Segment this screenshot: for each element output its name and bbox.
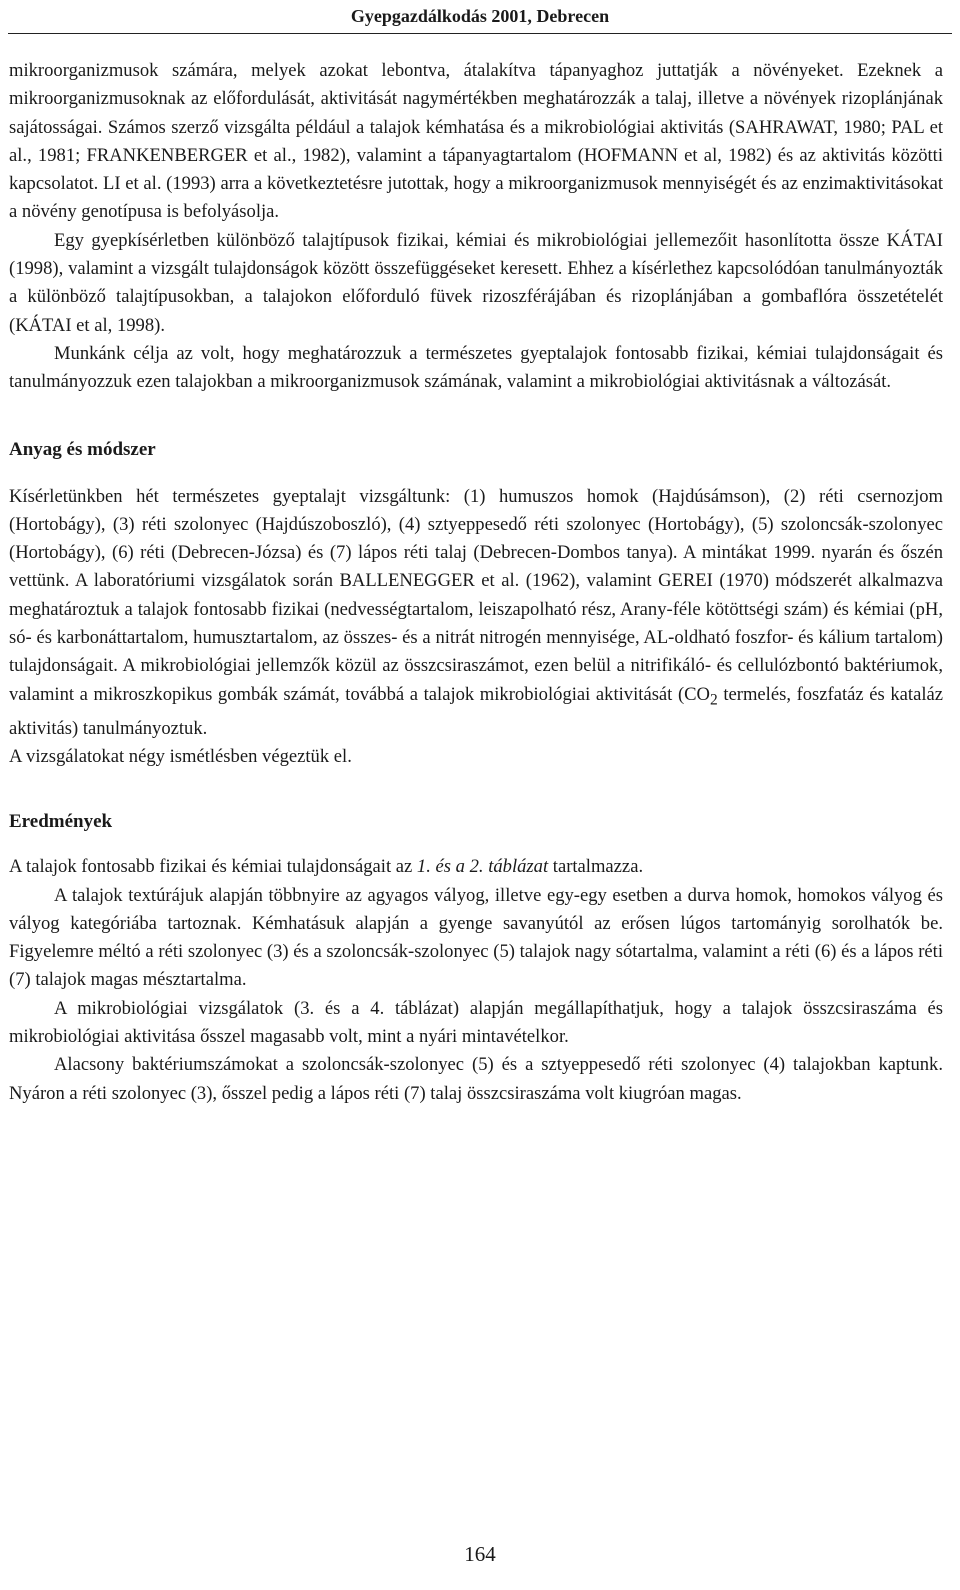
methods-text: Kísérletünkben hét természetes gyeptalajt vizsgáltunk: (1) humuszos homok (Hajdúsámson), (2) réti csernozjom (Hortobágy), (3) réti szolonyec (Hajdúszoboszló), (4) sztyeppesedő réti szolonyec (Hortobágy), (5) szoloncsák-szolonyec (Hortobágy), (6) réti (Debrecen-Józsa) és (7) lápos réti talaj (Debrecen-Dombos tanya). A mintákat 1999. nyarán és őszén vettünk. A laboratóriumi vizsgálatok során BALLENEGGER et al. (1962), valamint GEREI (1970) módszerét alkalmazva meghatároztuk a talajok fontosabb fizikai (nedvességtartalom, leiszapolható rész, Arany-féle kötöttségi szám) és kémiai (pH, só- és karbonáttartalom, humusztartalom, az összes- és a nitrát nitrogén mennyisége, AL-oldható foszfor- és kálium tartalom) tulajdonságait. A mikrobiológiai jellemzők közül az összcsiraszámot, ezen belül a nitrifikáló- és cellulózbontó baktériumok, valamint a mikroszkopikus gombák számát, továbbá a talajok mikrobiológiai aktivitását (CO: [9, 485, 943, 705]
results-text-end: tartalmazza.: [548, 856, 644, 878]
intro-paragraph-1: mikroorganizmusok számára, melyek azokat lebontva, átalakítva tápanyaghoz juttatják a növényeket. Ezeknek a mikroorganizmusoknak az előfordulását, aktivitását nagymértékben meghatározzák a talaj, illetve a növények rizoplánjának sajátosságai. Számos szerző vizsgálta például a talajok kémhatása és a mikrobiológiai aktivitás (SAHRAWAT, 1980; PAL et al., 1981; FRANKENBERGER et al., 1982), valamint a tápanyagtartalom (HOFMANN et al, 1982) és az aktivitás közötti kapcsolatot. LI et al. (1993) arra a következtetésre jutottak, hogy a mikroorganizmusok mennyiségét és az enzimaktivitásokat a növény genotípusa is befolyásolja.: [9, 60, 943, 223]
results-paragraph-1: [9, 853, 943, 881]
methods-text-tail: termelés, foszfatáz és kataláz aktivitás) tanulmányoztuk.: [9, 683, 943, 739]
running-head: Gyepgazdálkodás 2001, Debrecen: [350, 6, 610, 26]
methods-paragraph-2: A vizsgálatokat négy ismétlésben végeztük el.: [9, 745, 352, 767]
section-heading-results: Eredmények: [9, 811, 113, 833]
page-number: 164: [464, 1542, 496, 1566]
results-paragraph-3: A mikrobiológiai vizsgálatok (3. és a 4. táblázat) alapján megállapíthatjuk, hogy a talajok összcsiraszáma és mikrobiológiai aktivitása ősszel magasabb volt, mint a nyári mintavételkor.: [9, 997, 943, 1048]
results-text-start: A talajok fontosabb fizikai és kémiai tulajdonságait az: [9, 856, 417, 878]
header-rule: [8, 33, 952, 34]
results-paragraph-4: Alacsony baktériumszámokat a szoloncsák-szolonyec (5) és a sztyeppesedő réti szolonyec (4) talajokban kaptunk. Nyáron a réti szolonyec (3), ősszel pedig a lápos réti (7) talaj összcsiraszáma volt kiugróan magas.: [9, 1054, 943, 1104]
intro-paragraph-2: Egy gyepkísérletben különböző talajtípusok fizikai, kémiai és mikrobiológiai jellemezőit hasonlította össze KÁTAI (1998), valamint a vizsgált tulajdonságok között összefüggéseket keresett. Ehhez a kísérlethez kapcsolódóan tanulmányozták a különböző talajtípusokban, a talajokon előforduló füvek rizoszférájában és rizoplánjában a gombaflóra összetételét (KÁTAI et al, 1998).: [9, 229, 943, 336]
intro-paragraph-3: Munkánk célja az volt, hogy meghatározzuk a természetes gyeptalajok fontosabb fizikai, kémiai tulajdonságait és tanulmányozzuk ezen talajokban a mikroorganizmusok számának, valamint a mikrobiológiai aktivitásnak a változását.: [9, 342, 943, 393]
table-reference: 1. és a 2. táblázat: [416, 856, 549, 878]
page-body: [9, 57, 943, 1108]
section-heading-methods: Anyag és módszer: [9, 438, 156, 460]
co2-subscript: 2: [709, 691, 718, 709]
methods-paragraph-1: [9, 483, 943, 743]
results-paragraph-2: A talajok textúrájuk alapján többnyire az agyagos vályog, illetve egy-egy esetben a durva homok, homokos vályog és vályog kategóriába tartoznak. Kémhatásuk alapján a gyenge savanyútól az erősen lúgos tartományig sorolhatók be. Figyelemre méltó a réti szolonyec (3) és a szoloncsák-szolonyec (5) talajok nagy sótartalma, valamint a réti (6) és a lápos réti (7) talajok magas mésztartalma.: [9, 884, 943, 991]
